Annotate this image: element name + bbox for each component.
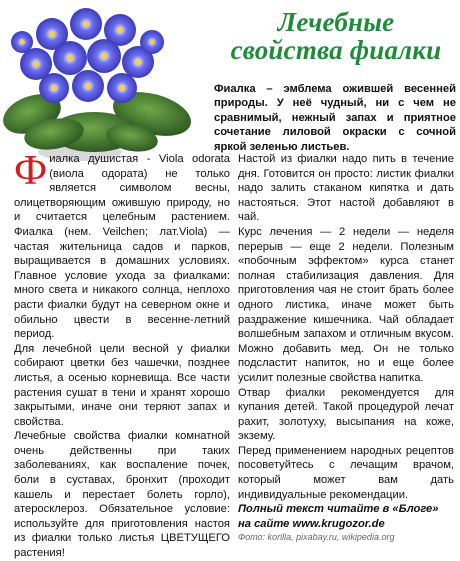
healing-properties-paragraph: Лечебные свойства фиалки комнатной очень действенны при таких заболеваниях, как воспаление почек, боли в суставах, бронхит (проходит кашель и перестает болеть горло), атеросклероз. Обязательное условие: используйте для приготовления настоя из фиалки только листья ЦВЕТУЩЕГО растения! [14, 430, 230, 560]
title-line-1: Лечебные [277, 7, 395, 37]
blog-reference: Полный текст читайте в «Блоге» [238, 503, 439, 516]
intro-text: иалка душистая - Viola odorata (виола одората) не только является символом весны, олицетворяющим ожившую природу, но и считается целебным растением. Фиалка (нем. Veilchen; лат.Viola) — частая жительница садов и парков, выращивается в домашних условиях. Главное условие ухода за фиалками: много света и никакого солнца, неплохо расти фиалки будут на северном окне и обильно цвести в весенне-летний период. [14, 153, 230, 341]
intro-paragraph [14, 148, 230, 342]
african-violet-photo [2, 2, 208, 162]
collection-paragraph: Для лечебной цели весной у фиалки собирают цветки без чашечки, позднее листья, а осенью корневища. Все части растения сушат в тени и хранят хорошо закрытыми, иначе они теряют запах и свойства. [14, 342, 230, 428]
title-line-2: свойства фиалки [230, 35, 442, 65]
photo-credit: Фото: korilla, pixabay.ru, wikipedia.org [238, 532, 395, 543]
decoction-paragraph: Отвар фиалки рекомендуется для купания детей. Такой процедурой лечат рахит, золотуху, высыпания на коже, экзему. [238, 386, 454, 443]
right-column [238, 152, 454, 543]
article-title [216, 8, 456, 64]
drop-cap: Ф [14, 148, 48, 194]
left-column [14, 148, 230, 561]
infusion-paragraph: Настой из фиалки надо пить в течение дня. Готовится он просто: листик фиалки надо залить стаканом кипятка и дать настояться. Этот настой добавляют в чай. [238, 153, 454, 224]
course-paragraph: Курс лечения — 2 недели — неделя перерыв — еще 2 недели. Полезным «побочным эффектом» курса станет полная стабилизация давления. Для приготовления чая не стоит брать более одного листика, иначе может быть раздражение кишечника. Чай обладает волшебным запахом и отличным вкусом. Можно добавить мед. Он не только подсластит напиток, но и еще более усилит полезные свойства напитка. [238, 225, 454, 384]
lead-paragraph: Фиалка – эмблема ожившей весенней природы. У неё чудный, ни с чем не сравнимый, нежный запах и приятное сочетание лиловой окраски с сочной яркой зеленью листьев. [214, 83, 456, 153]
doctor-advice-paragraph: Перед применением народных рецептов посоветуйтесь с лечащим врачом, который может вам дать индивидуальные рекомендации. [238, 444, 454, 501]
website-link[interactable]: на сайте www.krugozor.de [238, 517, 385, 530]
